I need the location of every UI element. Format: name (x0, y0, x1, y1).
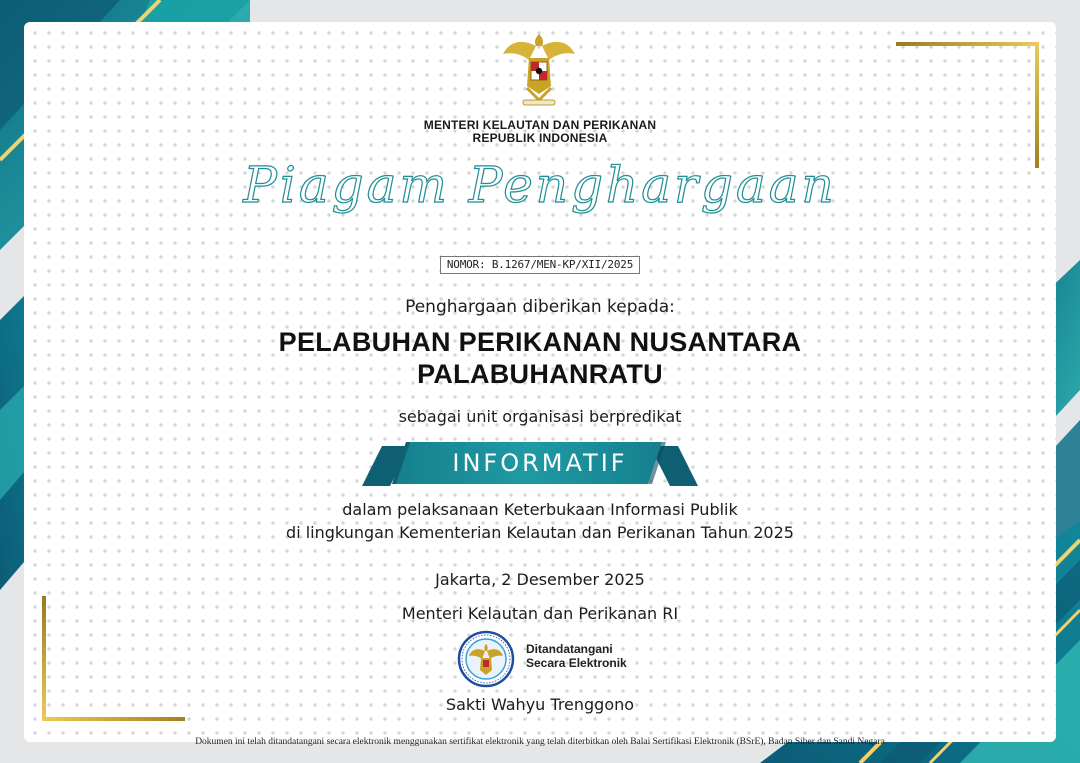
gold-bracket-top-right (896, 44, 1037, 168)
given-to-label: Penghargaan diberikan kepada: (405, 297, 675, 317)
recipient-name-line1: PELABUHAN PERIKANAN NUSANTARA (278, 327, 802, 357)
certificate-number-wrap (0, 253, 1080, 274)
esign-label-line1: Ditandatangani (526, 642, 613, 656)
signer-name: Sakti Wahyu Trenggono (445, 695, 635, 714)
signer-position: Menteri Kelautan dan Perikanan RI (401, 604, 679, 623)
certificate-title: Piagam Penghargaan (243, 156, 837, 214)
ministry-name-line2: REPUBLIK INDONESIA (472, 131, 608, 145)
recipient-name-line2: PALABUHANRATU (417, 359, 663, 389)
garuda-pancasila-emblem-icon (499, 28, 579, 108)
place-date: Jakarta, 2 Desember 2025 (435, 570, 645, 589)
ministry-name-line1: MENTERI KELAUTAN DAN PERIKANAN (423, 118, 657, 132)
esign-label-line2: Secara Elektronik (526, 656, 627, 670)
certificate-number: NOMOR: B.1267/MEN-KP/XII/2025 (440, 256, 640, 274)
predicate-label: INFORMATIF (452, 449, 628, 477)
footer-note: Dokumen ini telah ditandatangani secara elektronik menggunakan sertifikat elektronik yang telah diterbitkan oleh Balai Sertifikasi Elektronik (BSrE), Badan Siber dan Sandi Negara (195, 737, 885, 747)
predicate-intro: sebagai unit organisasi berpredikat (398, 407, 682, 426)
description-line2: di lingkungan Kementerian Kelautan dan Perikanan Tahun 2025 (286, 523, 794, 542)
kkp-seal-icon (457, 630, 515, 688)
description-line1: dalam pelaksanaan Keterbukaan Informasi Publik (342, 500, 738, 519)
